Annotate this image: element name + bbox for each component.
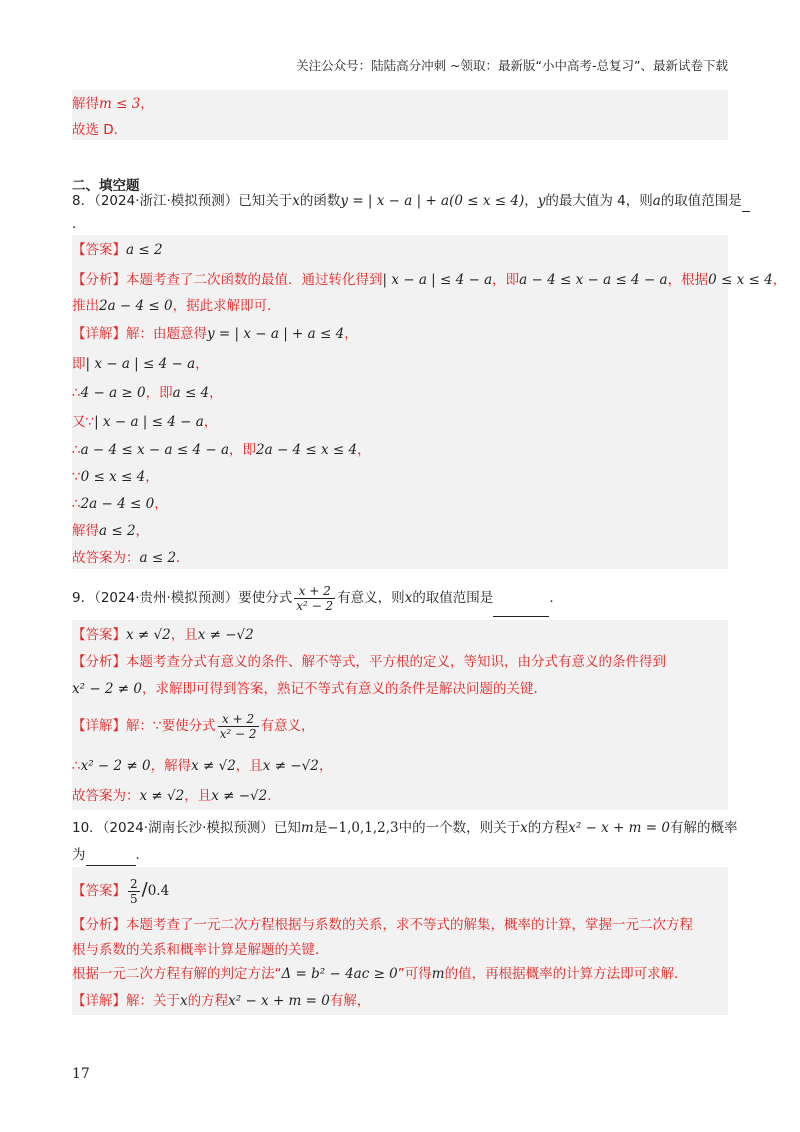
q9-answer: 【答案】x ≠ √2，且x ≠ −√2 bbox=[72, 627, 254, 643]
q8-analysis-line1: 【分析】本题考查了二次函数的最值．通过转化得到| x − a | ≤ 4 − a，即a − 4 ≤ x − a ≤ 4 − a，根据0 ≤ x ≤ 4， bbox=[72, 272, 787, 288]
section-title: 二、填空题 bbox=[72, 178, 140, 194]
q8-detail-line9: 故答案为：a ≤ 2． bbox=[72, 550, 190, 566]
q8-analysis-line2: 推出2a − 4 ≤ 0，据此求解即可． bbox=[72, 298, 281, 314]
q9-detail-line3: 故答案为：x ≠ √2，且x ≠ −√2． bbox=[72, 788, 281, 804]
page-header: 关注公众号：陆陆高分冲刺 ~领取：最新版“小中高考-总复习”、最新试卷下载 bbox=[296, 58, 728, 73]
q8-detail-line4: 又∵| x − a | ≤ 4 − a， bbox=[72, 414, 218, 430]
q9-detail-line2: ∴x² − 2 ≠ 0，解得x ≠ √2，且x ≠ −√2， bbox=[72, 758, 333, 774]
q10-analysis-line2: 根与系数的关系和概率计算是解题的关键． bbox=[72, 942, 329, 958]
q8-answer-blank bbox=[742, 191, 750, 212]
q9-stem: 9．（2024·贵州·模拟预测）要使分式 $\frac{x + 2}{\text{x² − 2}}$ 有意义，则x的取值范围是 . bbox=[72, 580, 728, 617]
q9-answer-blank bbox=[493, 580, 549, 617]
q8-detail-line8: 解得a ≤ 2， bbox=[72, 523, 150, 539]
q8-answer: 【答案】a ≤ 2 bbox=[72, 242, 163, 258]
q10-analysis-line1: 【分析】本题考查了一元二次方程根据与系数的关系，求不等式的解集，概率的计算，掌握一元二次方程 bbox=[72, 917, 693, 933]
q10-detail-line1: 【详解】解：关于x的方程x² − x + m = 0有解， bbox=[72, 993, 371, 1009]
q10-answer-fraction: $\frac{2}{5}$ bbox=[130, 876, 138, 906]
prev-line-2: 故选 D． bbox=[72, 122, 128, 138]
q9-analysis-line2: x² − 2 ≠ 0，求解即可得到答案，熟记不等式有意义的条件是解决问题的关键． bbox=[72, 681, 547, 697]
q10-answer: 【答案】 $\frac{2}{5}$ /0.4 bbox=[72, 876, 170, 906]
page-number: 17 bbox=[72, 1066, 90, 1082]
q8-detail-line6: ∵0 ≤ x ≤ 4， bbox=[72, 469, 159, 485]
q10-analysis-line3: 根据一元二次方程有解的判定方法“Δ = b² − 4ac ≥ 0”可得m的值，再根据概率的计算方法即可求解． bbox=[72, 966, 688, 982]
q10-answer-blank bbox=[86, 845, 136, 866]
q9-detail-fraction: $\frac{x + 2}{\text{x² − 2}}$ bbox=[219, 711, 257, 741]
q8-stem: 8．（2024·浙江·模拟预测）已知关于x的函数y = | x − a | + a(0 ≤ x ≤ 4)，y的最大值为 4，则a的取值范围是 bbox=[72, 191, 728, 212]
q10-stem: 10．（2024·湖南长沙·模拟预测）已知m是−1,0,1,2,3中的一个数，则关于x的方程x² − x + m = 0有解的概率 bbox=[72, 820, 738, 836]
q8-detail-line2: 即| x − a | ≤ 4 − a， bbox=[72, 356, 209, 372]
q9-detail-line1: 【详解】解：∵要使分式 $\frac{x + 2}{\text{x² − 2}}$ 有意义， bbox=[72, 711, 315, 741]
q8-detail-line1: 【详解】解：由题意得y = | x − a | + a ≤ 4， bbox=[72, 326, 358, 342]
q9-analysis-line1: 【分析】本题考查分式有意义的条件、解不等式，平方根的定义，等知识，由分式有意义的条件得到 bbox=[72, 654, 666, 670]
q10-stem-line2: 为 ． bbox=[72, 845, 728, 866]
q8-detail-line5: ∴a − 4 ≤ x − a ≤ 4 − a，即2a − 4 ≤ x ≤ 4， bbox=[72, 442, 371, 458]
q8-detail-line7: ∴2a − 4 ≤ 0， bbox=[72, 496, 168, 512]
q8-stem-line2: ． bbox=[72, 216, 86, 232]
q8-detail-line3: ∴4 − a ≥ 0，即a ≤ 4， bbox=[72, 385, 223, 401]
prev-line-1: 解得m ≤ 3， bbox=[72, 96, 154, 112]
q9-fraction: $\frac{x + 2}{\text{x² − 2}}$ bbox=[296, 583, 334, 613]
